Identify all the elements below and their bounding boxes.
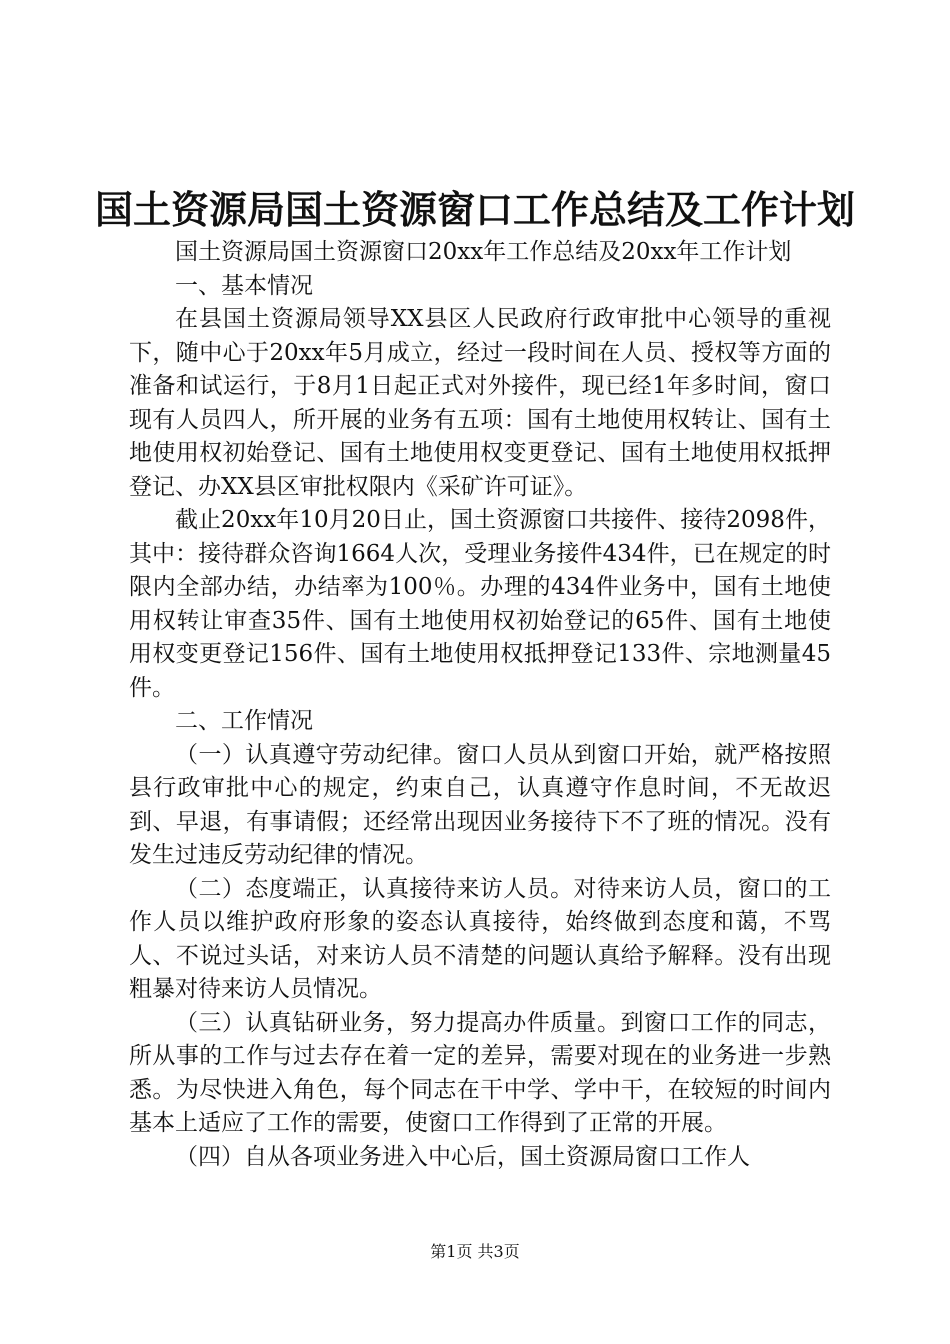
paragraph-business-study: （三）认真钻研业务，努力提高办件质量。到窗口工作的同志，所从事的工作与过去存在着一定的差异，需要对现在的业务进一步熟悉。为尽快进入角色，每个同志在干中学、学中干，在较短的时间内基本上适应了工作的需要，使窗口工作得到了正常的开展。 [129,1009,831,1136]
page-footer: 第1页 共3页 [430,1242,520,1261]
heading-basic-situation: 一、基本情况 [175,272,313,299]
document-body [129,236,831,1174]
paragraph-attitude: （二）态度端正，认真接待来访人员。对待来访人员，窗口的工作人员以维护政府形象的姿态认真接待，始终做到态度和蔼，不骂人、不说过头话，对来访人员不清楚的问题认真给予解释。没有出现粗暴对待来访人员情况。 [129,875,831,1002]
paragraph-item-four: （四）自从各项业务进入中心后，国土资源局窗口工作人 [175,1143,750,1170]
paragraph-discipline: （一）认真遵守劳动纪律。窗口人员从到窗口开始，就严格按照县行政审批中心的规定，约束自己，认真遵守作息时间，不无故迟到、早退，有事请假；还经常出现因业务接待下不了班的情况。没有发生过违反劳动纪律的情况。 [129,741,831,868]
paragraph-subtitle: 国土资源局国土资源窗口20xx年工作总结及20xx年工作计划 [175,239,792,265]
paragraph-statistics: 截止20xx年10月20日止，国土资源窗口共接件、接待2098件，其中：接待群众咨询1664人次，受理业务接件434件，已在规定的时限内全部办结，办结率为100％。办理的434件业务中，国有土地使用权转让审查35件、国有土地使用权初始登记的65件、国有土地使用权变更登记156件、国有土地使用权抵押登记133件、宗地测量45件。 [129,507,831,701]
heading-work-situation: 二、工作情况 [175,708,313,734]
paragraph-basic-situation: 在县国土资源局领导XX县区人民政府行政审批中心领导的重视下，随中心于20xx年5月成立，经过一段时间在人员、授权等方面的准备和试运行，于8月1日起正式对外接件，现已经1年多时间，窗口现有人员四人，所开展的业务有五项：国有土地使用权转让、国有土地使用权初始登记、国有土地使用权变更登记、国有土地使用权抵押登记、办XX县区审批权限内《采矿许可证》。 [129,306,831,500]
document-title: 国土资源局国土资源窗口工作总结及工作计划 [94,187,855,232]
